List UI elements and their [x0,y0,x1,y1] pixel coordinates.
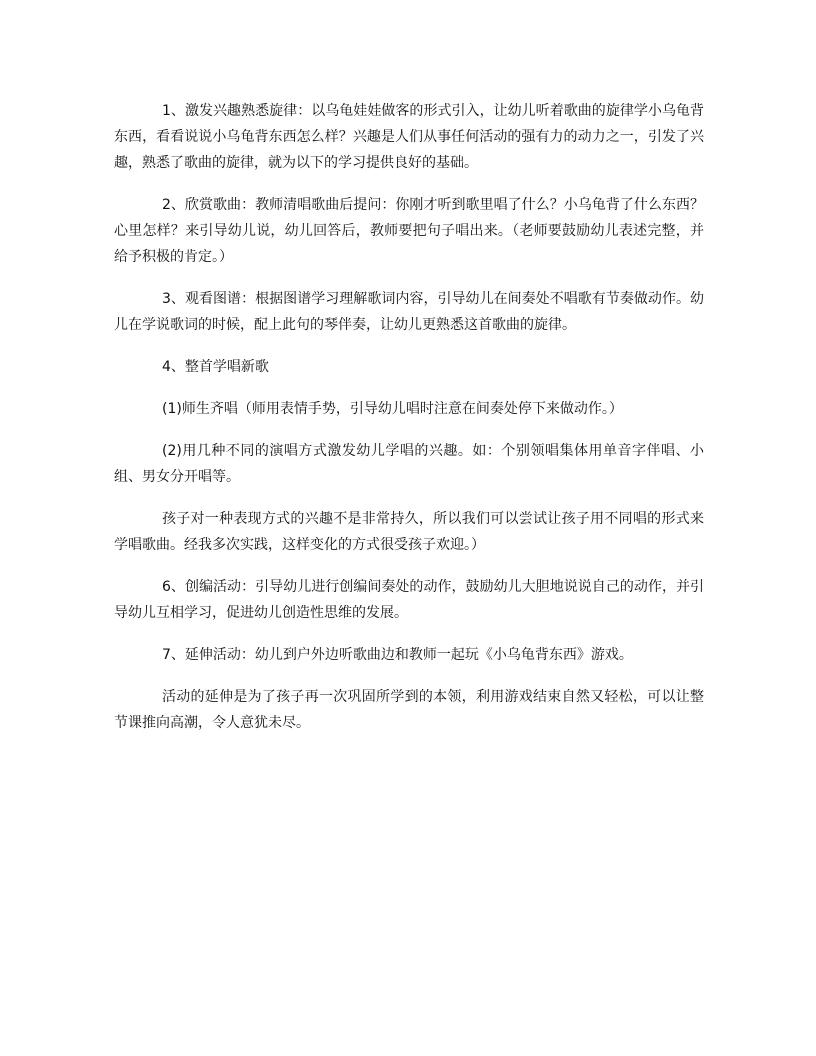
paragraph-step-7: 7、延伸活动：幼儿到户外边听歌曲边和教师一起玩《小乌龟背东西》游戏。 [162,647,633,663]
paragraph-step-1: 1、激发兴趣熟悉旋律：以乌龟娃娃做客的形式引入，让幼儿听着歌曲的旋律学小乌龟背东西，看看说说小乌龟背东西怎么样？兴趣是人们从事任何活动的强有力的动力之一，引发了兴趣，熟悉了歌曲的旋律，就为以下的学习提供良好的基础。 [114,103,704,171]
paragraph-step-4-2: (2)用几种不同的演唱方式激发幼儿学唱的兴趣。如：个别领唱集体用单音字伴唱、小组、男女分开唱等。 [114,443,704,485]
paragraph-step-6: 6、创编活动：引导幼儿进行创编间奏处的动作，鼓励幼儿大胆地说说自己的动作，并引导幼儿互相学习，促进幼儿创造性思维的发展。 [114,579,704,621]
paragraph-step-3: 3、观看图谱：根据图谱学习理解歌词内容，引导幼儿在间奏处不唱歌有节奏做动作。幼儿在学说歌词的时候，配上此句的琴伴奏，让幼儿更熟悉这首歌曲的旋律。 [114,291,704,333]
paragraph-conclusion: 活动的延伸是为了孩子再一次巩固所学到的本领，利用游戏结束自然又轻松，可以让整节课推向高潮，令人意犹未尽。 [114,689,704,731]
paragraph-step-4-1: (1)师生齐唱（师用表情手势，引导幼儿唱时注意在间奏处停下来做动作。） [162,401,623,417]
paragraph-step-2: 2、欣赏歌曲：教师清唱歌曲后提问：你刚才听到歌里唱了什么？小乌龟背了什么东西？心里怎样？来引导幼儿说，幼儿回答后，教师要把句子唱出来。（老师要鼓励幼儿表述完整，并给予积极的肯定。） [114,197,704,265]
paragraph-step-4: 4、整首学唱新歌 [162,359,269,375]
document-body [114,98,704,752]
paragraph-note: 孩子对一种表现方式的兴趣不是非常持久，所以我们可以尝试让孩子用不同唱的形式来学唱歌曲。经我多次实践，这样变化的方式很受孩子欢迎。） [114,511,704,553]
